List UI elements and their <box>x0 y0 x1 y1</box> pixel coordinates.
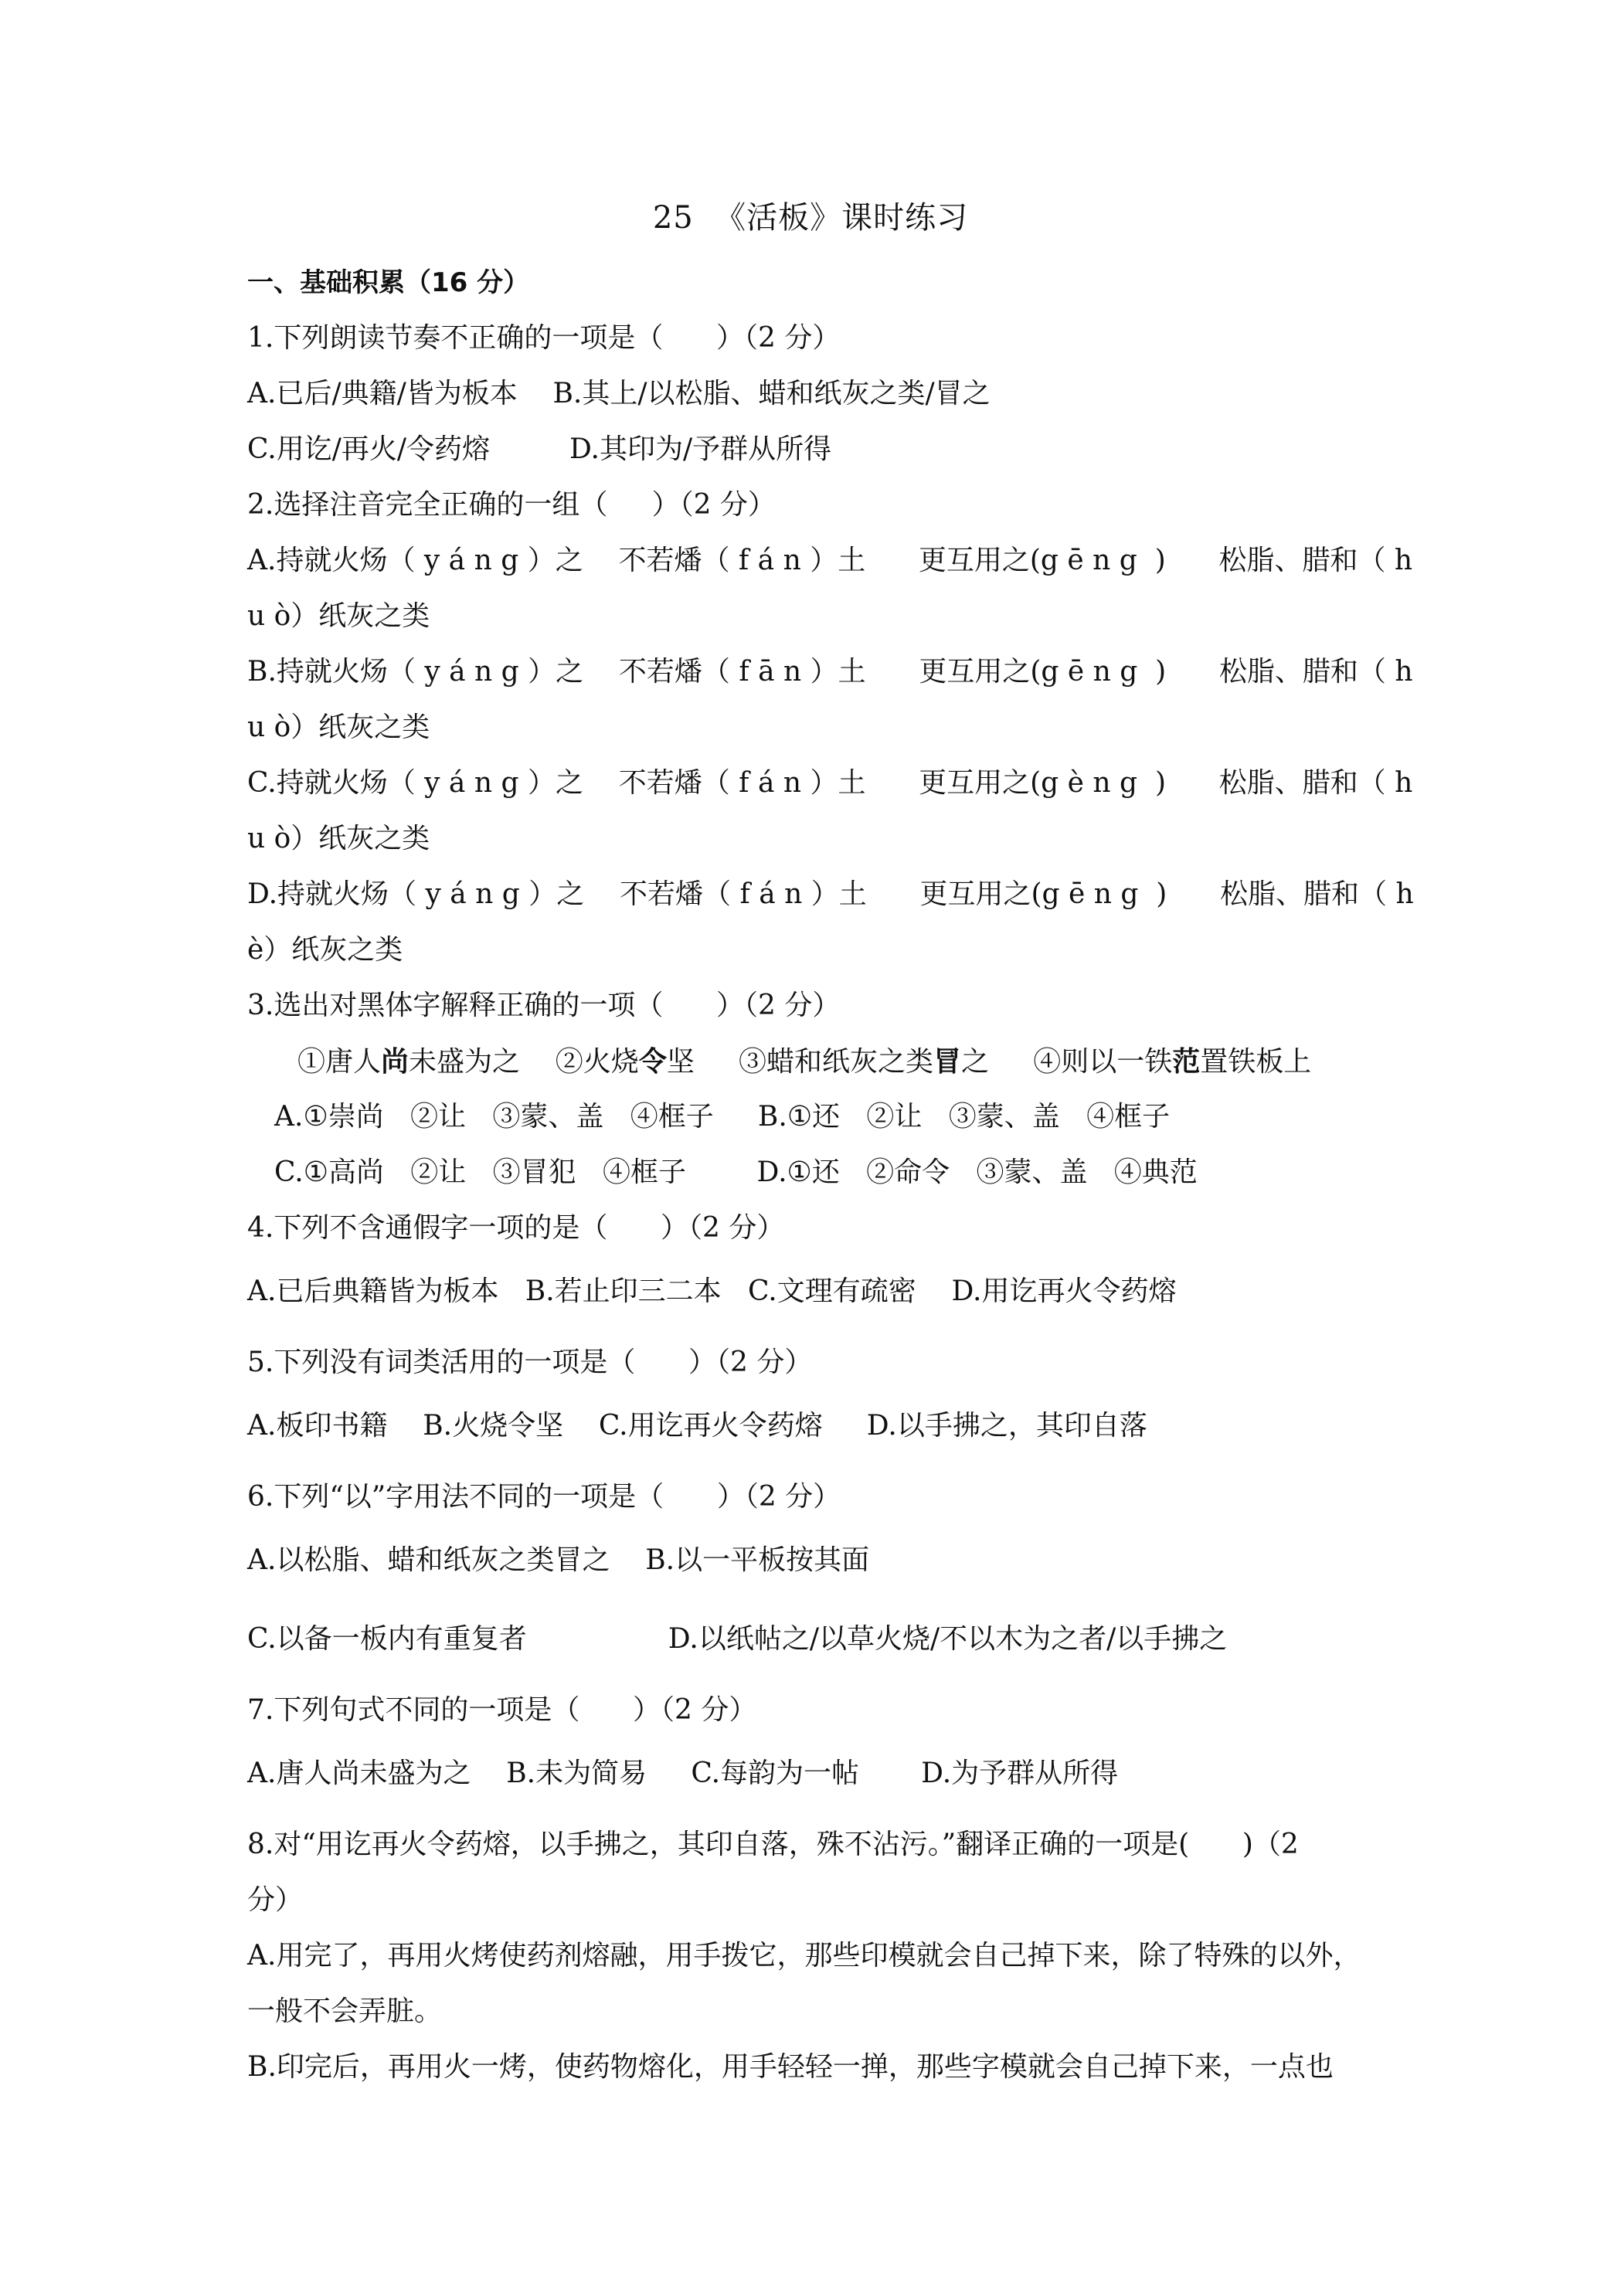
question-2-option-b-cont: u ò）纸灰之类 <box>247 712 430 743</box>
question-3-item-text: 未盛为之 ②火烧 <box>409 1046 639 1078</box>
question-3-stem: 3.选出对黑体字解释正确的一项（ ）（2 分） <box>247 990 841 1021</box>
question-8-stem-cont: 分） <box>247 1884 304 1916</box>
bold-char: 尚 <box>381 1045 409 1078</box>
question-8-option-a: A.用完了，再用火烤使药剂熔融，用手拨它，那些印模就会自己掉下来，除了特殊的以外， <box>247 1940 1361 1972</box>
page-title: 25 《活板》课时练习 <box>652 200 969 236</box>
question-8-stem: 8.对“用讫再火令药熔，以手拂之，其印自落，殊不沾污。”翻译正确的一项是( )（2 <box>247 1829 1299 1860</box>
question-3-item-text: 置铁板上 <box>1200 1046 1312 1078</box>
question-3-options-ab: A.①崇尚 ②让 ③蒙、盖 ④框子 B.①还 ②让 ③蒙、盖 ④框子 <box>274 1101 1171 1133</box>
question-8-option-a-cont: 一般不会弄脏。 <box>247 1995 443 2027</box>
question-6-stem: 6.下列“以”字用法不同的一项是（ ）（2 分） <box>247 1481 841 1513</box>
bold-char: 冒 <box>933 1045 962 1078</box>
question-5-stem: 5.下列没有词类活用的一项是（ ）（2 分） <box>247 1347 813 1378</box>
question-2-option-b: B.持就火炀（ y á n g ）之 不若燔（ f ā n ）土 更互用之(g ē n g ) 松脂、腊和（ h <box>247 656 1413 688</box>
question-3-options-cd: C.①高尚 ②让 ③冒犯 ④框子 D.①还 ②命令 ③蒙、盖 ④典范 <box>274 1156 1198 1188</box>
question-1-options-ab: A.已后/典籍/皆为板本 B.其上/以松脂、蜡和纸灰之类/冒之 <box>247 378 991 409</box>
question-3-item-text: 之 ④则以一铁 <box>961 1046 1173 1078</box>
question-6-options-ab: A.以松脂、蜡和纸灰之类冒之 B.以一平板按其面 <box>247 1544 870 1576</box>
question-5-options: A.板印书籍 B.火烧令坚 C.用讫再火令药熔 D.以手拂之，其印自落 <box>247 1410 1147 1442</box>
question-1-stem: 1.下列朗读节奏不正确的一项是（ ）（2 分） <box>247 322 841 354</box>
question-2-option-a-cont: u ò）纸灰之类 <box>247 600 430 632</box>
question-4-stem: 4.下列不含通假字一项的是（ ）（2 分） <box>247 1212 785 1244</box>
question-6-options-cd: C.以备一板内有重复者 D.以纸帖之/以草火烧/不以木为之者/以手拂之 <box>247 1623 1228 1655</box>
bold-char: 令 <box>638 1045 667 1078</box>
question-4-options: A.已后典籍皆为板本 B.若止印三二本 C.文理有疏密 D.用讫再火令药熔 <box>247 1275 1177 1307</box>
question-2-option-a: A.持就火炀（ y á n g ）之 不若燔（ f á n ）土 更互用之(g ē n g ) 松脂、腊和（ h <box>247 545 1413 576</box>
question-3-item-text: ①唐人 <box>297 1046 382 1078</box>
question-3-item-text: 坚 ③蜡和纸灰之类 <box>666 1046 934 1078</box>
question-2-stem: 2.选择注音完全正确的一组（ ）（2 分） <box>247 489 776 521</box>
question-8-option-b: B.印完后，再用火一烤，使药物熔化，用手轻轻一掸，那些字模就会自己掉下来，一点也 <box>247 2051 1334 2083</box>
question-2-option-d-cont: è）纸灰之类 <box>247 934 403 966</box>
question-2-option-c: C.持就火炀（ y á n g ）之 不若燔（ f á n ）土 更互用之(g è n g ) 松脂、腊和（ h <box>247 767 1413 799</box>
question-1-options-cd: C.用讫/再火/令药熔 D.其印为/予群从所得 <box>247 433 832 465</box>
question-3-items <box>297 1043 1311 1081</box>
question-2-option-c-cont: u ò）纸灰之类 <box>247 823 430 854</box>
question-2-option-d: D.持就火炀（ y á n g ）之 不若燔（ f á n ）土 更互用之(g ē n g ) 松脂、腊和（ h <box>247 878 1414 910</box>
question-7-options: A.唐人尚未盛为之 B.未为简易 C.每韵为一帖 D.为予群从所得 <box>247 1758 1119 1789</box>
question-7-stem: 7.下列句式不同的一项是（ ）（2 分） <box>247 1694 757 1726</box>
bold-char: 范 <box>1172 1045 1201 1078</box>
section-heading: 一、基础积累（16 分） <box>247 267 530 298</box>
